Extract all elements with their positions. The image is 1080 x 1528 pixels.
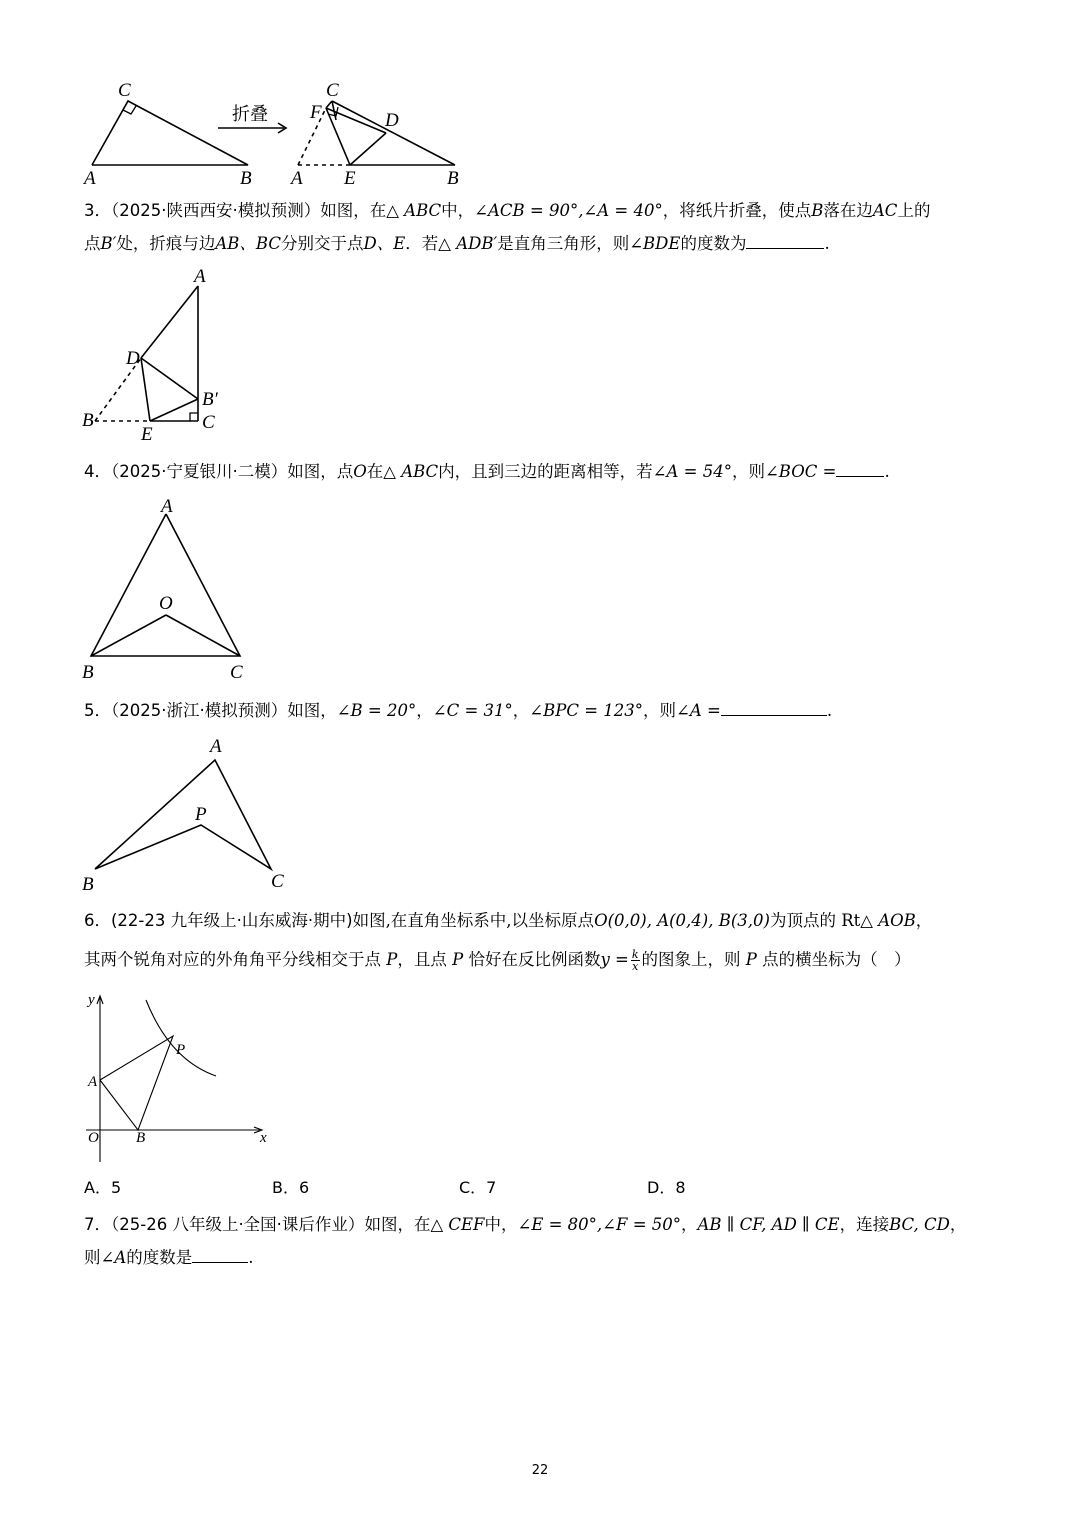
- math: B′: [100, 234, 117, 253]
- q3-DB-prime: [141, 358, 198, 399]
- text: .: [824, 234, 830, 253]
- page-number: 22: [531, 1463, 549, 1478]
- text: 在: [366, 462, 384, 481]
- q3-DE: [141, 358, 150, 421]
- q6-label-y: y: [88, 992, 95, 1008]
- question-7-line-2: [84, 1241, 966, 1274]
- q5-figure: [78, 732, 298, 896]
- text: 如图，在: [364, 1215, 431, 1234]
- question-7: [84, 1208, 966, 1274]
- fold-right-label-E: E: [344, 168, 356, 189]
- text: .: [884, 462, 890, 481]
- answer-blank[interactable]: [192, 1244, 248, 1263]
- math: ∠E = 80°,∠F = 50°: [517, 1215, 682, 1234]
- text: 是直角三角形，则: [497, 234, 630, 253]
- math: ∠A = 54°: [652, 462, 732, 481]
- q4-figure: [78, 492, 258, 684]
- choice-c[interactable]: C．7: [459, 1178, 497, 1197]
- question-source: (22-23 九年级上·山东威海·期中): [111, 911, 353, 930]
- math: △ ABC: [386, 201, 442, 220]
- q4-triangle: [91, 514, 240, 656]
- question-7-line-1: [84, 1208, 966, 1241]
- math: BC, CD: [889, 1215, 950, 1234]
- text: 为顶点的 Rt: [769, 911, 861, 930]
- question-3-line-1: [84, 194, 930, 227]
- text: 上的: [897, 201, 931, 220]
- q4-label-C: C: [230, 662, 243, 683]
- text: ，: [915, 911, 933, 930]
- fold-right-CF: [326, 101, 332, 108]
- text: .: [826, 701, 833, 720]
- choice-a[interactable]: A．5: [84, 1178, 122, 1197]
- choice-b[interactable]: B．6: [272, 1178, 310, 1197]
- text: ，连接: [839, 1215, 890, 1234]
- text: 如图，在: [320, 201, 387, 220]
- q6-label-x: x: [260, 1130, 267, 1146]
- text: 则: [84, 1248, 101, 1267]
- fold-right-label-C: C: [326, 80, 339, 101]
- math: △ ADB′: [438, 234, 498, 253]
- fold-right-label-A: A: [291, 168, 303, 189]
- math: ∠BPC = 123°: [529, 701, 644, 720]
- math: ∠C = 31°: [432, 701, 513, 720]
- text: 分别交于点: [280, 234, 364, 253]
- text: 的度数为: [680, 234, 747, 253]
- text: 如图，点: [287, 462, 354, 481]
- text: ，: [512, 701, 530, 720]
- q5-label-C: C: [271, 871, 284, 892]
- math: ∠BOC =: [764, 462, 837, 481]
- fold-right-label-D: D: [385, 110, 399, 131]
- question-number: 6．: [84, 911, 111, 930]
- choice-d[interactable]: D．8: [647, 1178, 686, 1197]
- math: AC: [872, 201, 898, 220]
- question-number: 4．: [84, 462, 111, 481]
- q6-label-O: O: [88, 1130, 99, 1146]
- answer-blank[interactable]: [746, 230, 824, 249]
- q6-label-B: B: [136, 1130, 146, 1146]
- q3-figure: [78, 268, 238, 448]
- q3-label-A: A: [194, 268, 206, 287]
- question-number: 3．: [84, 201, 111, 220]
- math: y =: [600, 950, 629, 969]
- q6-label-A: A: [88, 1074, 98, 1090]
- math: P: [386, 950, 398, 969]
- q3-label-B: B: [82, 410, 94, 431]
- denominator: x: [632, 960, 639, 973]
- q5-quad: [95, 760, 271, 869]
- text: .: [248, 1248, 254, 1267]
- q4-label-B: B: [82, 662, 94, 683]
- math: ∠A =: [676, 701, 721, 720]
- q3-label-B-prime: B′: [202, 389, 218, 410]
- q4-label-O: O: [159, 593, 173, 614]
- fold-left-triangle: [92, 101, 248, 165]
- q3-right-angle: [190, 413, 198, 421]
- q3-label-E: E: [141, 424, 153, 445]
- q5-label-B: B: [82, 874, 94, 895]
- text: ，则: [731, 462, 765, 481]
- fraction-k-over-x: [631, 949, 640, 972]
- question-6: [84, 904, 932, 976]
- math: O(0,0), A(0,4), B(3,0): [594, 911, 770, 930]
- text: 如图,在直角坐标系中,以坐标原点: [352, 911, 595, 930]
- question-6-line-2: [84, 943, 932, 976]
- question-number: 7．: [84, 1215, 111, 1234]
- text: 落在边: [823, 201, 873, 220]
- math: D、E: [363, 234, 406, 253]
- text: ，且点: [397, 950, 453, 969]
- question-source: （2025·陕西西安·模拟预测）: [111, 201, 321, 220]
- fold-left-label-C: C: [118, 80, 131, 101]
- text: ，将纸片折叠，使点: [662, 201, 812, 220]
- q5-label-P: P: [195, 804, 207, 825]
- math: △ AOB: [860, 911, 916, 930]
- math: △ ABC: [383, 462, 439, 481]
- math: P: [452, 950, 464, 969]
- text: ，则: [643, 701, 677, 720]
- text: 恰好在反比例函数: [463, 950, 601, 969]
- question-6-line-1: [84, 904, 932, 937]
- text: 的度数是: [126, 1248, 193, 1267]
- text: 其两个锐角对应的外角角平分线相交于点: [84, 950, 387, 969]
- text: 如图，: [287, 701, 337, 720]
- fold-figure: [80, 78, 480, 190]
- text: 中，: [441, 201, 475, 220]
- text: 处，折痕与边: [116, 234, 216, 253]
- text: 的图象上，则: [641, 950, 746, 969]
- question-4: [84, 455, 890, 488]
- q3-label-D: D: [126, 348, 140, 369]
- math: AB ∥ CF, AD ∥ CE: [697, 1215, 840, 1234]
- text: 中，: [484, 1215, 518, 1234]
- q6-figure: [78, 990, 278, 1166]
- math: ∠ACB = 90°,∠A = 40°: [474, 201, 663, 220]
- q3-AD: [141, 286, 198, 358]
- text: 内，且到三边的距离相等，若: [438, 462, 653, 481]
- fold-right-ED: [350, 133, 386, 165]
- question-source: （25-26 八年级上·全国·课后作业）: [111, 1215, 365, 1234]
- math: ∠A: [100, 1248, 127, 1267]
- text: ，: [416, 701, 433, 720]
- math: O: [353, 462, 367, 481]
- question-source: （2025·宁夏银川·二模）: [111, 462, 288, 481]
- text: ，: [681, 1215, 698, 1234]
- question-5: [84, 694, 832, 727]
- numerator: k: [631, 948, 639, 961]
- q6-triangle-ABP: [100, 1036, 173, 1130]
- fold-right-label-F: F: [310, 102, 322, 123]
- question-source: （2025·浙江·模拟预测）: [111, 701, 288, 720]
- q6-label-P: P: [176, 1042, 186, 1058]
- answer-blank[interactable]: [836, 458, 884, 477]
- q3-label-C: C: [202, 412, 215, 433]
- answer-blank[interactable]: [721, 697, 827, 716]
- question-3-line-2: [84, 227, 930, 260]
- math: P: [745, 950, 757, 969]
- text: 点: [84, 234, 101, 253]
- fold-left-label-A: A: [84, 168, 96, 189]
- math: ∠BDE: [629, 234, 681, 253]
- math: △ CEF: [430, 1215, 485, 1234]
- math: B: [811, 201, 824, 220]
- fold-left-label-B: B: [240, 168, 252, 189]
- fold-right-label-B: B: [447, 168, 459, 189]
- question-3: [84, 194, 930, 260]
- fold-arrow-label: 折叠: [232, 104, 268, 124]
- q3-EB-prime: [150, 399, 198, 421]
- q5-label-A: A: [210, 736, 222, 757]
- math: ∠B = 20°: [336, 701, 417, 720]
- text: ．若: [405, 234, 439, 253]
- text: ，: [949, 1215, 967, 1234]
- q4-label-A: A: [161, 496, 173, 517]
- text: 点的横坐标为（ ）: [756, 950, 911, 969]
- question-number: 5．: [84, 701, 111, 720]
- q6-hyperbola: [146, 1000, 216, 1076]
- math: AB、BC: [215, 234, 281, 253]
